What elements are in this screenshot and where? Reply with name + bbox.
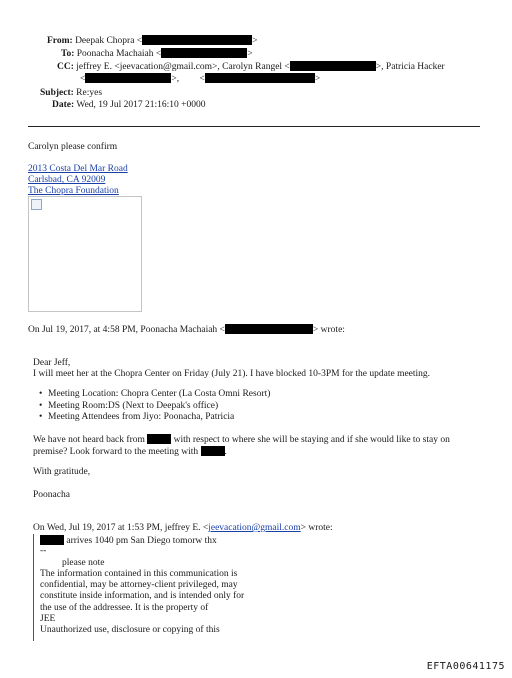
cc-value-tail: >, Patricia Hacker xyxy=(375,62,445,72)
para-text: with respect to where she will be staying and if she would like to stay on xyxy=(173,435,450,445)
list-item: • Meeting Location: Chopra Center (La Costa Omni Resort) xyxy=(48,389,270,400)
reply1-paragraph-line1 xyxy=(33,434,450,446)
date-label: Date: xyxy=(52,100,75,110)
redaction xyxy=(201,446,225,456)
reply1-closing: With gratitude, xyxy=(33,467,91,477)
reply1-greeting: Dear Jeff, xyxy=(33,358,71,368)
bracket: < xyxy=(80,74,86,84)
reply2-intro xyxy=(33,523,333,534)
date-row xyxy=(52,100,206,111)
list-item: • Meeting Room:DS (Next to Deepak's office) xyxy=(48,401,218,412)
redaction xyxy=(225,324,313,334)
para-text: We have not heard back from xyxy=(33,435,145,445)
redaction xyxy=(205,73,315,83)
subject-row xyxy=(40,88,102,99)
bracket: > xyxy=(314,74,321,84)
reply1-paragraph-line2 xyxy=(33,446,227,458)
reply2-line-text: arrives 1040 pm San Diego tomorw thx xyxy=(66,536,217,546)
disclaimer-line: The information contained in this communication is xyxy=(40,569,238,579)
broken-image-icon xyxy=(31,199,42,210)
subject-label: Subject: xyxy=(40,88,74,98)
bracket: < xyxy=(199,74,205,84)
reply1-intro xyxy=(28,324,345,336)
list-item: • Meeting Attendees from Jiyo: Poonacha, Patricia xyxy=(48,412,234,423)
from-label: From: xyxy=(47,36,73,46)
para-text: premise? Look forward to the meeting with xyxy=(33,447,199,457)
redaction xyxy=(85,73,171,83)
bracket: >, xyxy=(171,74,180,84)
para-text: . xyxy=(224,447,227,457)
reply1-intro-text: On Jul 19, 2017, at 4:58 PM, Poonacha Machaiah < xyxy=(28,325,225,335)
cc-label: CC: xyxy=(57,62,74,72)
reply1-line: I will meet her at the Chopra Center on Friday (July 21). I have blocked 10-3PM for the update meeting. xyxy=(33,369,431,379)
reply1-intro-tail: > wrote: xyxy=(312,325,345,335)
cc-row-2 xyxy=(80,73,320,85)
to-label: To: xyxy=(61,49,75,59)
disclaimer-line: confidential, may be attorney-client privileged, may xyxy=(40,580,238,590)
redaction xyxy=(161,48,247,58)
email-link[interactable]: jeevacation@gmail.com xyxy=(208,523,301,533)
bracket: > xyxy=(252,36,258,46)
redaction xyxy=(147,434,171,444)
from-row xyxy=(47,35,258,47)
body-line: Carolyn please confirm xyxy=(28,142,118,152)
address-link-street[interactable]: 2013 Costa Del Mar Road xyxy=(28,164,128,174)
quote-bar xyxy=(33,534,34,641)
cc-value: jeffrey E. <jeevacation@gmail.com>, Carolyn Rangel < xyxy=(76,62,290,72)
cc-row xyxy=(57,61,445,73)
date-value: Wed, 19 Jul 2017 21:16:10 +0000 xyxy=(76,100,206,110)
from-value: Deepak Chopra < xyxy=(75,36,143,46)
to-row xyxy=(61,48,253,60)
reply2-note: please note xyxy=(62,558,105,568)
redaction xyxy=(142,35,252,45)
to-value: Poonacha Machaiah < xyxy=(76,49,162,59)
address-link-city[interactable]: Carlsbad, CA 92009 xyxy=(28,175,106,185)
reply2-intro-tail: > wrote: xyxy=(300,523,333,533)
subject-value: Re:yes xyxy=(76,88,103,98)
reply2-separator: -- xyxy=(40,546,47,556)
redaction xyxy=(40,535,64,545)
disclaimer-line: Unauthorized use, disclosure or copying of this xyxy=(40,625,220,635)
org-link[interactable]: The Chopra Foundation xyxy=(28,186,119,196)
bracket: > xyxy=(247,49,253,59)
broken-image xyxy=(28,196,142,312)
reply1-signature: Poonacha xyxy=(33,490,70,500)
disclaimer-line: JEE xyxy=(40,614,56,624)
disclaimer-line: constitute inside information, and is intended only for xyxy=(40,591,245,601)
header-divider xyxy=(28,126,480,127)
disclaimer-line: the use of the addressee. It is the property of xyxy=(40,603,209,613)
reply2-intro-text: On Wed, Jul 19, 2017 at 1:53 PM, jeffrey E. < xyxy=(33,523,209,533)
redaction xyxy=(290,61,376,71)
reply2-line xyxy=(40,535,217,547)
document-stamp: EFTA00641175 xyxy=(426,661,505,672)
